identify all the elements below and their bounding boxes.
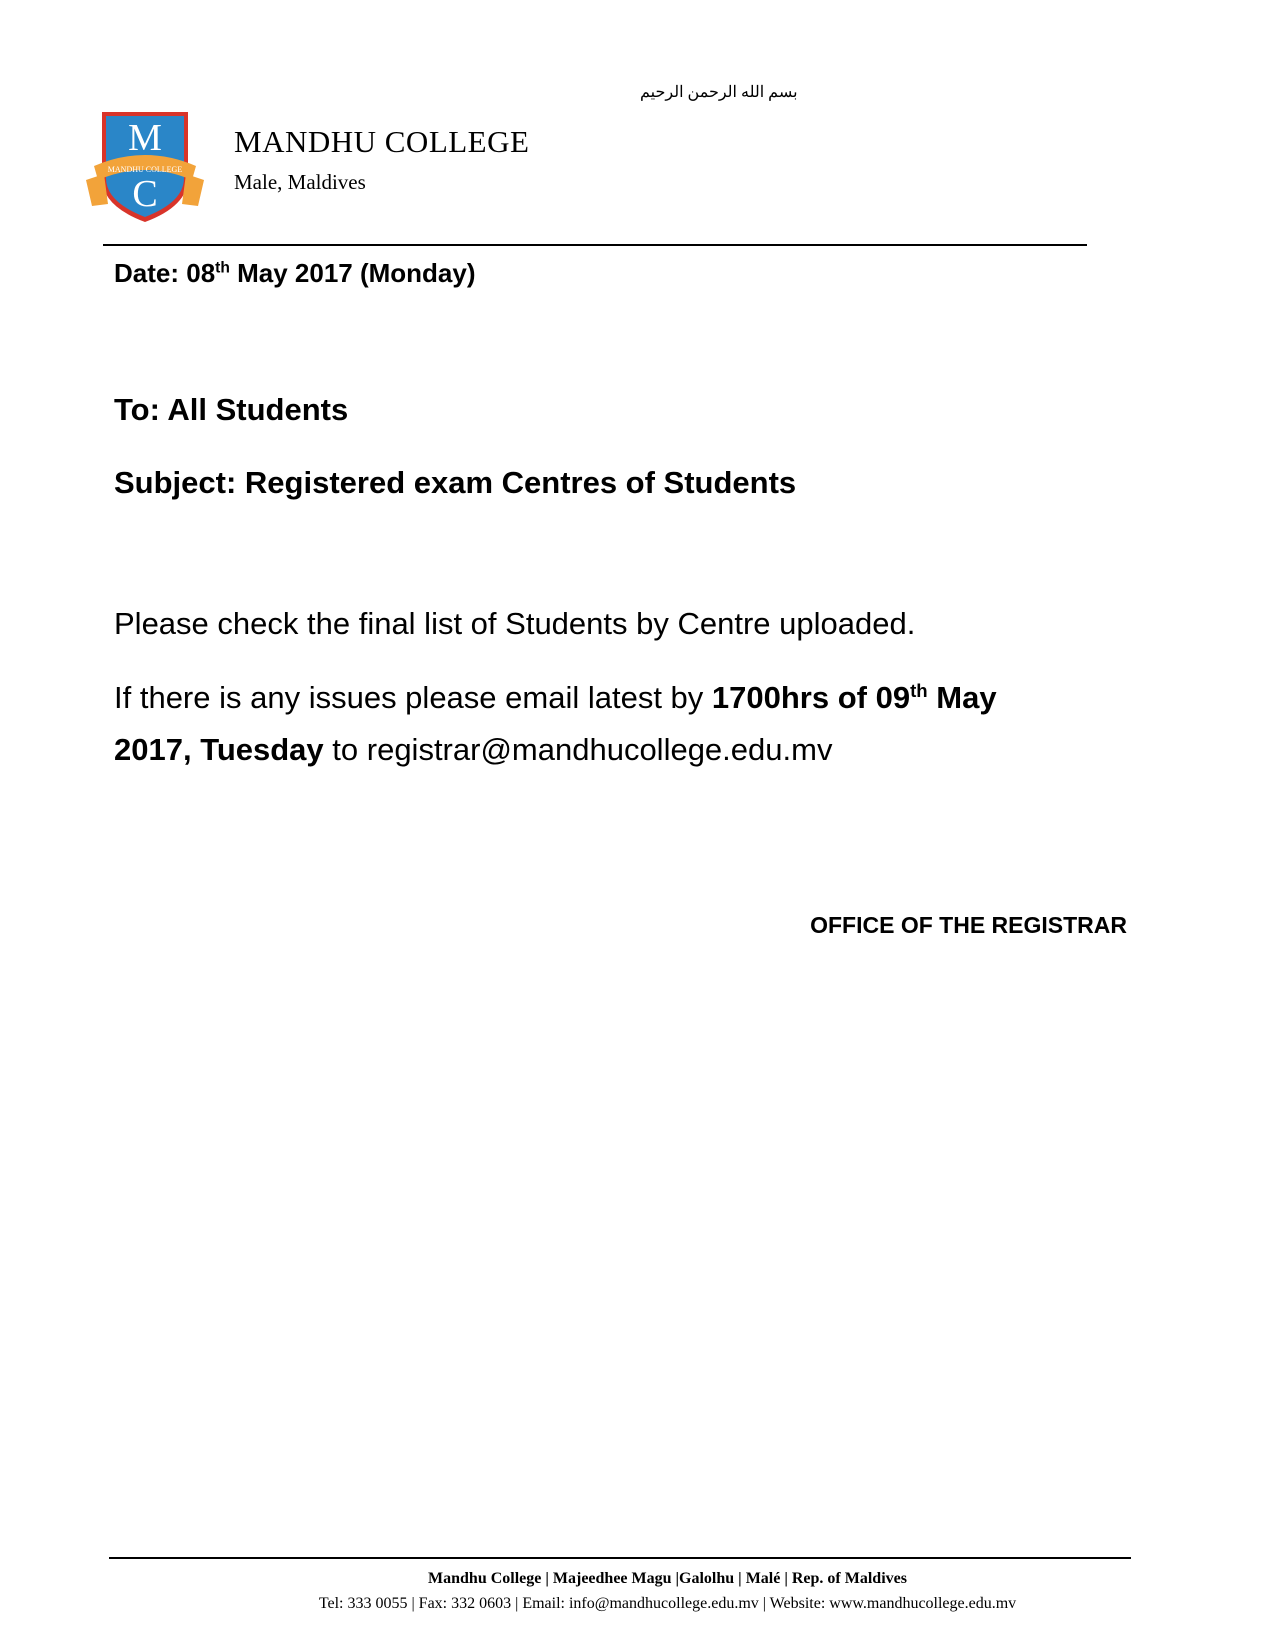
letter-date: Date: 08th May 2017 (Monday)	[114, 258, 476, 288]
college-location: Male, Maldives	[234, 170, 366, 194]
recipient: To: All Students	[114, 392, 349, 427]
body-paragraph-1: Please check the final list of Students by Centre uploaded.	[114, 606, 916, 641]
bismillah-calligraphy: بسم الله الرحمن الرحيم	[640, 84, 798, 101]
college-logo	[84, 108, 206, 224]
body-paragraph-2-cont: 2017, Tuesday to registrar@mandhucollege.edu.mv	[114, 732, 833, 767]
svg-text:M: M	[128, 117, 162, 159]
signature-office: OFFICE OF THE REGISTRAR	[810, 912, 1127, 938]
college-name: MANDHU COLLEGE	[234, 124, 530, 159]
svg-text:C: C	[132, 173, 158, 215]
subject: Subject: Registered exam Centres of Students	[114, 465, 797, 500]
body-paragraph-2: If there is any issues please email latest by 1700hrs of 09th May	[114, 679, 997, 715]
header-divider	[103, 244, 1087, 246]
footer-divider	[109, 1557, 1131, 1559]
footer-address: Mandhu College | Majeedhee Magu |Galolhu | Malé | Rep. of Maldives	[428, 1570, 907, 1587]
svg-text:MANDHU COLLEGE: MANDHU COLLEGE	[107, 165, 183, 174]
footer-contact: Tel: 333 0055 | Fax: 332 0603 | Email: info@mandhucollege.edu.mv | Website: www.mandhucollege.edu.mv	[318, 1595, 1017, 1612]
